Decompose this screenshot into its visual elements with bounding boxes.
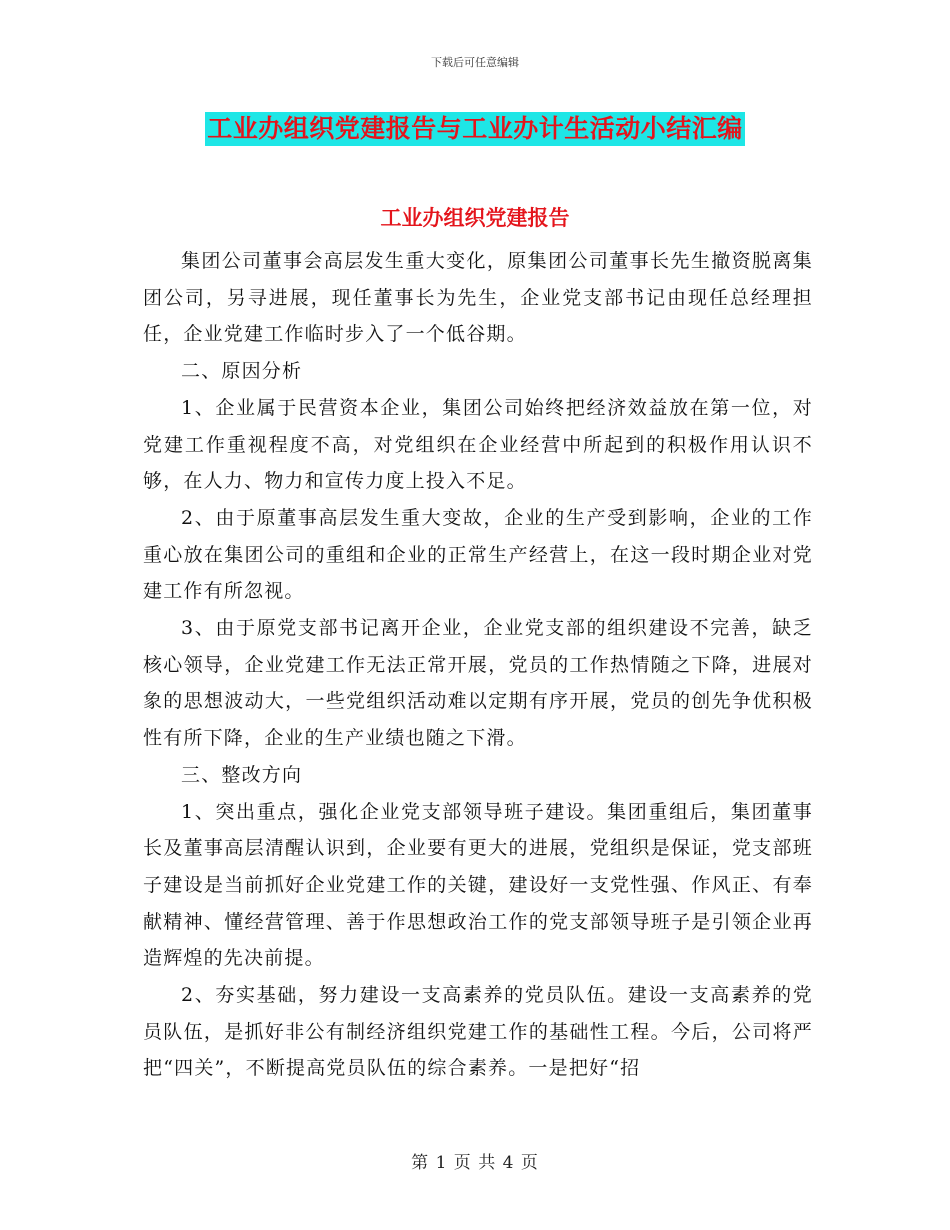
paragraph: 1、突出重点，强化企业党支部领导班子建设。集团重组后，集团董事长及董事高层清醒认识到，企业要有更大的进展，党组织是保证，党支部班子建设是当前抓好企业党建工作的关键，建设好一支党性强、作风正、有奉献精神、懂经营管理、善于作思想政治工作的党支部领导班子是引领企业再造辉煌的先决前提。	[143, 800, 813, 970]
paragraph: 2、由于原董事高层发生重大变故，企业的生产受到影响，企业的工作重心放在集团公司的重组和企业的正常生产经营上，在这一段时期企业对党建工作有所忽视。	[143, 506, 813, 603]
paragraph: 3、由于原党支部书记离开企业，企业党支部的组织建设不完善，缺乏核心领导，企业党建工作无法正常开展，党员的工作热情随之下降，进展对象的思想波动大，一些党组织活动难以定期有序开展，党员的创先争优积极性有所下降，企业的生产业绩也随之下滑。	[143, 617, 813, 750]
subheading-rectification: 三、整改方向	[181, 763, 303, 786]
paragraph: 集团公司董事会高层发生重大变化，原集团公司董事长先生撤资脱离集团公司，另寻进展，现任董事长为先生，企业党支部书记由现任总经理担任，企业党建工作临时步入了一个低谷期。	[143, 250, 813, 346]
paragraph: 1、企业属于民营资本企业，集团公司始终把经济效益放在第一位，对党建工作重视程度不高，对党组织在企业经营中所起到的积极作用认识不够，在人力、物力和宣传力度上投入不足。	[143, 396, 813, 493]
document-title-text: 工业办组织党建报告与工业办计生活动小结汇编	[205, 112, 745, 146]
document-title	[0, 112, 950, 146]
subheading-reason-analysis: 二、原因分析	[181, 360, 303, 383]
page-footer: 第 1 页 共 4 页	[411, 1153, 539, 1173]
paragraph: 2、夯实基础，努力建设一支高素养的党员队伍。建设一支高素养的党员队伍，是抓好非公有制经济组织党建工作的基础性工程。今后，公司将严把“四关”，不断提高党员队伍的综合素养。一是把好“招	[143, 984, 813, 1080]
header-note: 下载后可任意编辑	[431, 56, 519, 69]
body-text	[143, 243, 813, 1087]
section-title: 工业办组织党建报告	[380, 205, 570, 230]
